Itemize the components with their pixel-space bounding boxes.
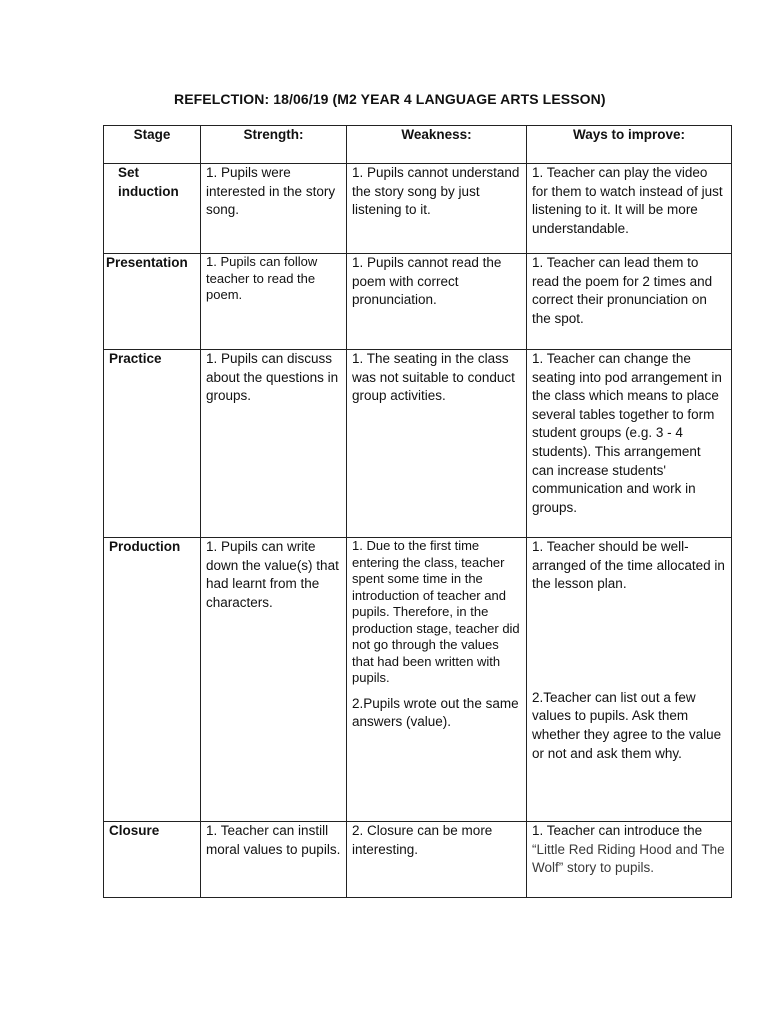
improve-cell: 1. Teacher can play the video for them to watch instead of just listening to it. It will be more understandable. [527, 164, 732, 254]
stage-cell: Closure [104, 822, 201, 898]
improve-cell: 1. Teacher can lead them to read the poem for 2 times and correct their pronunciation on the spot. [527, 254, 732, 350]
improve-cell [527, 822, 732, 898]
strength-cell: 1. Pupils were interested in the story song. [201, 164, 347, 254]
strength-cell: 1. Pupils can write down the value(s) that had learnt from the characters. [201, 538, 347, 822]
header-weakness: Weakness: [347, 126, 527, 164]
table-row [104, 254, 732, 350]
improve-point-1: 1. Teacher should be well-arranged of the time allocated in the lesson plan. [532, 539, 725, 592]
table-header-row [104, 126, 732, 164]
header-strength: Strength: [201, 126, 347, 164]
stage-cell: Set induction [104, 164, 201, 254]
weakness-cell: 1. Pupils cannot understand the story song by just listening to it. [347, 164, 527, 254]
weakness-point-2: 2.Pupils wrote out the same answers (value). [352, 695, 519, 730]
stage-cell: Presentation [104, 254, 201, 350]
weakness-point-1: 1. Due to the first time entering the class, teacher spent some time in the introduction of teacher and pupils. Therefore, in the production stage, teacher did not go through the values that had been written with pupils. [352, 538, 520, 685]
weakness-cell: 1. The seating in the class was not suitable to conduct group activities. [347, 350, 527, 538]
weakness-cell: 2. Closure can be more interesting. [347, 822, 527, 898]
improve-cell [527, 538, 732, 822]
header-stage: Stage [104, 126, 201, 164]
table-row [104, 164, 732, 254]
document-title: REFELCTION: 18/06/19 (M2 YEAR 4 LANGUAGE ARTS LESSON) [174, 91, 606, 107]
header-ways-to-improve: Ways to improve: [527, 126, 732, 164]
improve-story-title: “Little Red Riding Hood and The Wolf” story to pupils. [532, 841, 725, 876]
strength-cell: 1. Pupils can discuss about the questions in groups. [201, 350, 347, 538]
weakness-cell [347, 538, 527, 822]
stage-cell: Production [104, 538, 201, 822]
weakness-cell: 1. Pupils cannot read the poem with correct pronunciation. [347, 254, 527, 350]
stage-cell: Practice [104, 350, 201, 538]
improve-point-2: 2.Teacher can list out a few values to pupils. Ask them whether they agree to the value or not and ask them why. [532, 689, 722, 761]
table-row [104, 350, 732, 538]
table-row [104, 822, 732, 898]
table-row [104, 538, 732, 822]
reflection-table [103, 125, 732, 898]
strength-cell: 1. Pupils can follow teacher to read the poem. [201, 254, 347, 350]
improve-cell: 1. Teacher can change the seating into pod arrangement in the class which means to place several tables together to form student groups (e.g. 3 - 4 students). This arrangement can increase students' communication and work in groups. [527, 350, 732, 538]
strength-cell: 1. Teacher can instill moral values to pupils. [201, 822, 347, 898]
improve-text: 1. Teacher can introduce the [532, 823, 703, 838]
